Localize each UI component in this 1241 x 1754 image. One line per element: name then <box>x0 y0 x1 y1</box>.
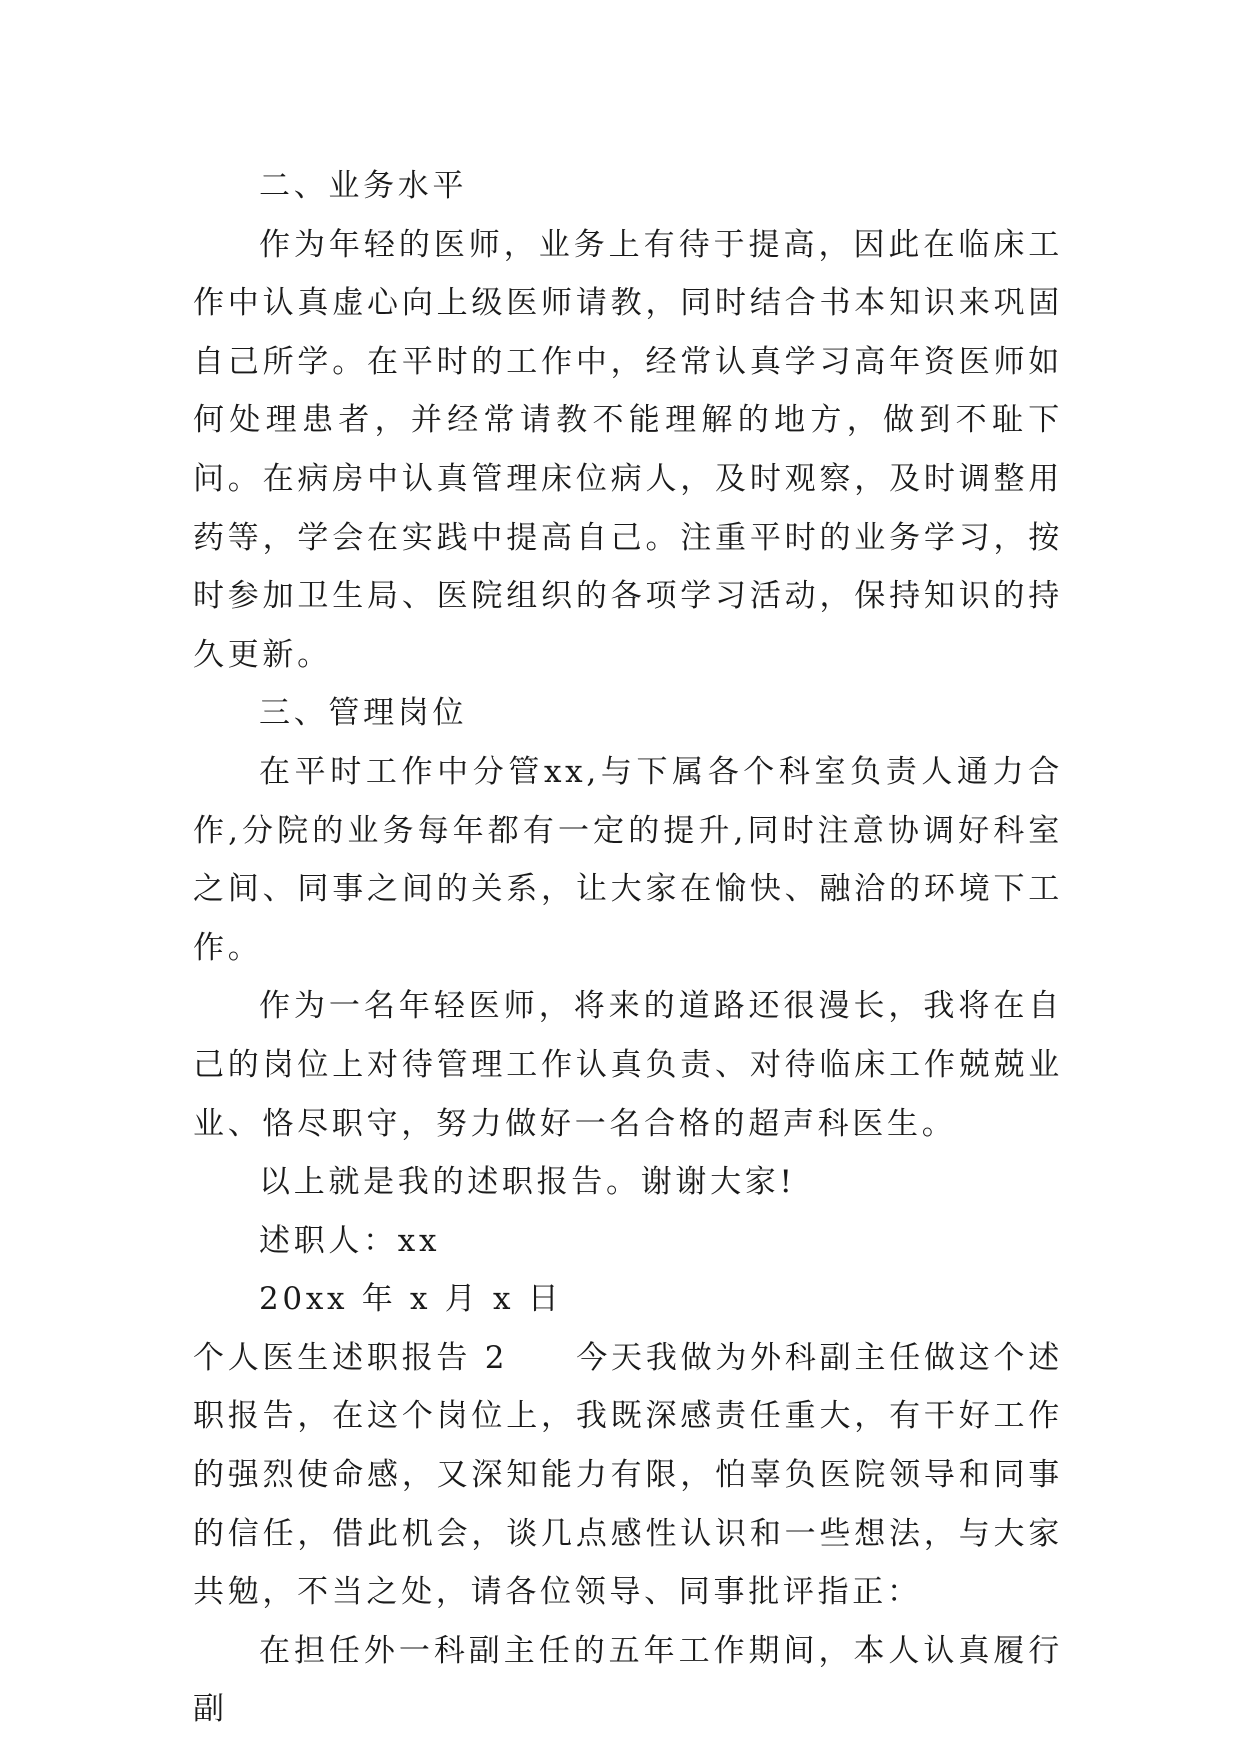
date-line: 20xx 年 x 月 x 日 <box>259 1281 563 1318</box>
report2-intro: 今天我做为外科副主任做这个述职报告，在这个岗位上，我既深感责任重大，有干好工作的强烈使命感，又深知能力有限，怕辜负医院领导和同事的信任，借此机会，谈几点感性认识和一些想法，与大家共勉，不当之处，请各位领导、同事批评指正： <box>193 1339 1063 1611</box>
report2-title: 个人医生述职报告 2 <box>193 1339 509 1376</box>
section-heading-management: 三、管理岗位 <box>259 695 468 732</box>
thanks-line: 以上就是我的述职报告。谢谢大家! <box>259 1164 796 1201</box>
section-heading-business: 二、业务水平 <box>259 168 468 204</box>
report2-intro-paragraph <box>193 1329 1063 1622</box>
paragraph-management: 在平时工作中分管xx,与下属各个科室负责人通力合作,分院的业务每年都有一定的提升,同时注意协调好科室之间、同事之间的关系，让大家在愉快、融洽的环境下工作。 <box>193 753 1063 966</box>
paragraph-business: 作为年轻的医师，业务上有待于提高，因此在临床工作中认真虚心向上级医师请教，同时结合书本知识来巩固自己所学。在平时的工作中，经常认真学习高年资医师如何处理患者，并经常请教不能理解的地方，做到不耻下问。在病房中认真管理床位病人，及时观察，及时调整用药等，学会在实践中提高自己。注重平时的业务学习，按时参加卫生局、医院组织的各项学习活动，保持知识的持久更新。 <box>193 226 1063 673</box>
paragraph-closing: 作为一名年轻医师，将来的道路还很漫长，我将在自己的岗位上对待管理工作认真负责、对待临床工作兢兢业业、恪尽职守，努力做好一名合格的超声科医生。 <box>193 988 1063 1142</box>
document-body <box>193 157 1063 1739</box>
signer-line: 述职人：xx <box>259 1222 441 1259</box>
report2-paragraph-1: 在担任外一科副主任的五年工作期间，本人认真履行副 <box>193 1632 1063 1728</box>
